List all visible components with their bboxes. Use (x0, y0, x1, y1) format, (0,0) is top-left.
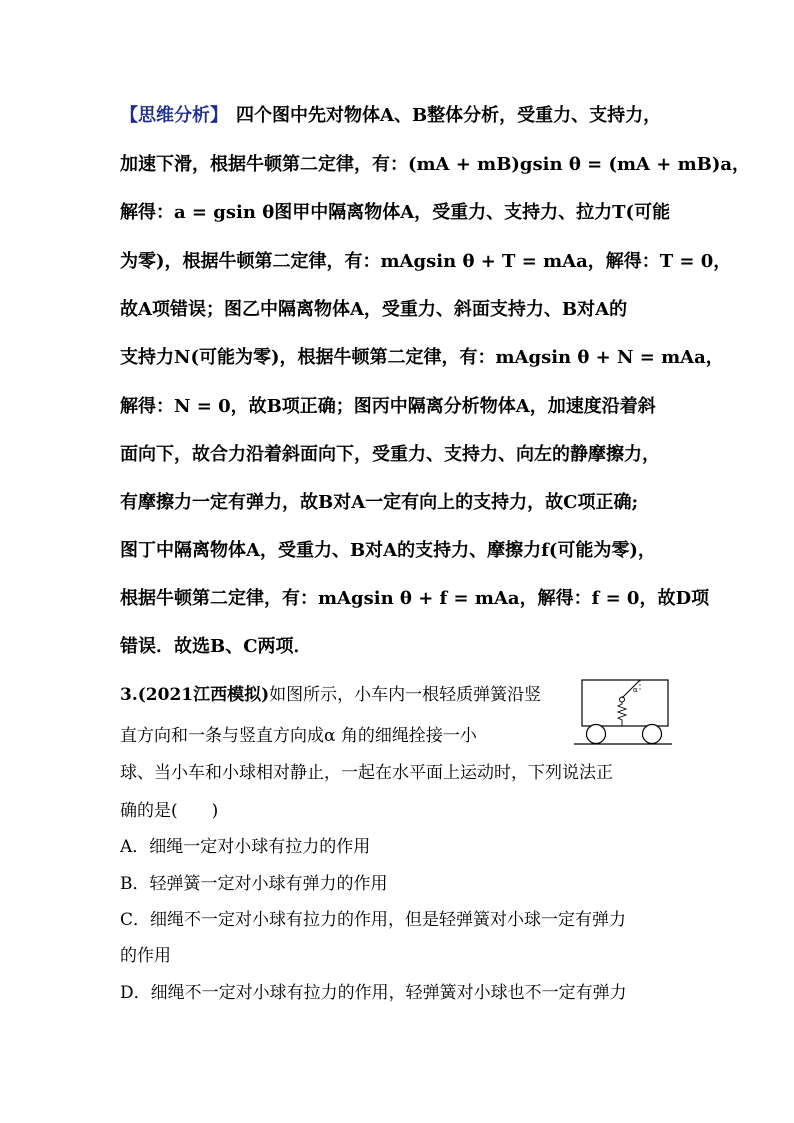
analysis-line-4: 为零)，根据牛顿第二定律，有：mAgsin θ + T = mAa，解得：T = 0， (120, 251, 732, 272)
question-stem-part-1: 如图所示，小车内一根轻质弹簧沿竖 (269, 685, 542, 705)
analysis-line-6: 支持力N(可能为零)，根据牛顿第二定律，有：mAgsin θ + N = mAa， (120, 347, 724, 368)
analysis-line-8: 面向下，故合力沿着斜面向下，受重力、支持力、向左的静摩擦力， (120, 444, 660, 465)
analysis-line-10: 图丁中隔离物体A，受重力、B对A的支持力、摩擦力f(可能为零)， (120, 540, 656, 561)
analysis-line-5: 故A项错误；图乙中隔离物体A，受重力、斜面支持力、B对A的 (120, 299, 628, 320)
option-d: D．细绳不一定对小球有拉力的作用，轻弹簧对小球也不一定有弹力 (120, 983, 627, 1003)
question-number-source: 3.(2021江西模拟) (120, 685, 270, 705)
analysis-text: 四个图中先对物体A、B整体分析，受重力、支持力， (236, 105, 662, 126)
angle-label: α (633, 686, 638, 694)
analysis-line-2: 加速下滑，根据牛顿第二定律，有：(mA + mB)gsin θ = (mA + mB)a， (120, 154, 751, 175)
analysis-line-11: 根据牛顿第二定律，有：mAgsin θ + f = mAa，解得：f = 0，故D项 (120, 588, 710, 609)
right-wheel (643, 725, 662, 744)
cart-figure (572, 676, 674, 748)
question-line-2: 直方向和一条与竖直方向成α 角的细绳拴接一小 (120, 726, 477, 746)
analysis-tag: 【思维分析】 (120, 105, 228, 126)
spring (618, 702, 626, 726)
analysis-line-3: 解得：a = gsin θ图甲中隔离物体A，受重力、支持力、拉力T(可能 (120, 202, 671, 223)
left-wheel (587, 725, 606, 744)
analysis-line-1 (120, 101, 661, 127)
question-line-4: 确的是( ) (120, 801, 219, 821)
cart-body (582, 680, 668, 726)
analysis-line-7: 解得：N = 0，故B项正确；图丙中隔离分析物体A，加速度沿着斜 (120, 396, 656, 417)
analysis-line-9: 有摩擦力一定有弹力，故B对A一定有向上的支持力，故C项正确; (120, 492, 639, 513)
option-c-continued: 的作用 (120, 946, 171, 966)
question-line-3: 球、当小车和小球相对静止，一起在水平面上运动时，下列说法正 (120, 763, 613, 783)
analysis-line-12: 错误．故选B、C两项． (120, 636, 312, 657)
question-line-1 (120, 680, 560, 705)
option-b: B．轻弹簧一定对小球有弹力的作用 (120, 874, 388, 894)
option-a: A．细绳一定对小球有拉力的作用 (120, 837, 371, 857)
option-c: C．细绳不一定对小球有拉力的作用，但是轻弹簧对小球一定有弹力 (120, 910, 627, 930)
